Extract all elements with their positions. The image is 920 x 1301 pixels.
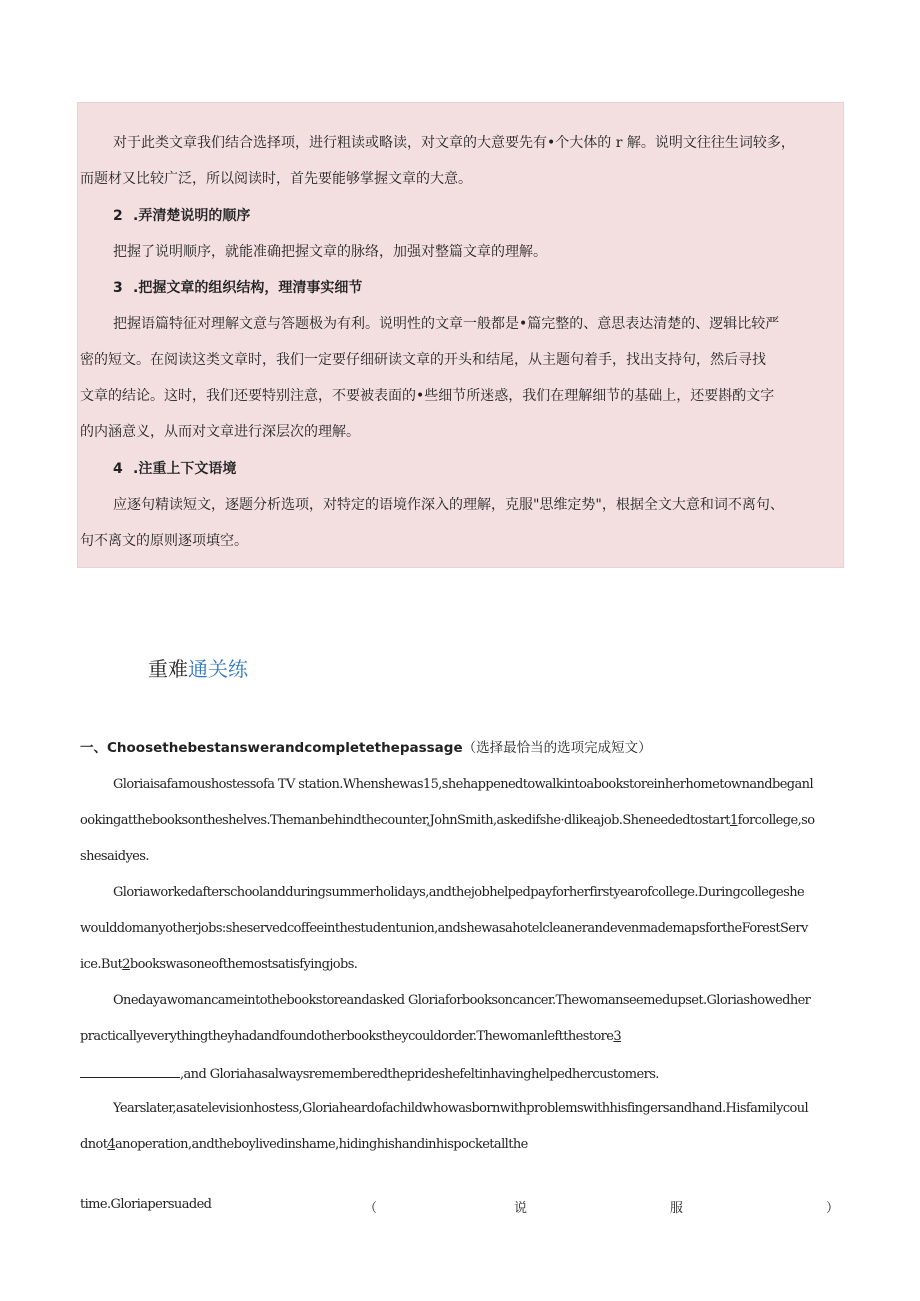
- passage-text: ookingatthebooksontheshelves.Themanbehindthecounter,JohnSmith,askedifshe·dlikeajob.Sheneededtostart: [80, 813, 730, 828]
- passage-text: bookswasoneofthemostsatisfyingjobs.: [129, 957, 358, 972]
- passage-line-3: shesaidyes.: [80, 849, 149, 864]
- tips-p1-line2: 而题材又比较广泛，所以阅读时，首先要能够掌握文章的大意。: [80, 171, 472, 187]
- tips-p3-line4: 的内涵意义，从而对文章进行深层次的理解。: [80, 424, 360, 440]
- tips-heading-3: [113, 277, 362, 297]
- question-label: 一、Choosethebestanswerandcompletethepassage: [80, 740, 463, 756]
- open-paren: （: [364, 1201, 378, 1216]
- passage-text: anoperation,andtheboylivedinshame,hidinghishandinhispocketallthe: [115, 1137, 528, 1152]
- passage-line-9: [80, 1065, 659, 1082]
- tips-heading-4: [113, 458, 236, 478]
- passage-text: time.Gloriapersuaded: [80, 1197, 212, 1212]
- passage-line-6: [80, 957, 357, 972]
- answer-blank: [80, 1065, 180, 1078]
- tips-p4-line1: 应逐句精读短文，逐题分析选项，对特定的语境作深入的理解，克服"思维定势"，根据全文大意和词不离句、: [113, 497, 784, 513]
- heading-number: 3: [113, 280, 123, 296]
- heading-text: .弄清楚说明的顺序: [133, 208, 251, 224]
- passage-line-10: Yearslater,asatelevisionhostess,Gloriaheardofachildwhowasbornwithproblemswithhisfingersandhand.Hisfamilycoul: [113, 1101, 809, 1116]
- passage-text: forcollege,so: [737, 813, 815, 828]
- heading-number: 2: [113, 208, 123, 224]
- hint-char-2: 服: [670, 1201, 684, 1216]
- passage-line-1: Gloriaisafamoushostessofa TV station.Whenshewas15,shehappenedtowalkintoabookstoreinherhometownandbeganl: [113, 777, 814, 792]
- tips-p3-line1: 把握语篇特征对理解文意与答题极为有利。说明性的文章一般都是•篇完整的、意思表达清楚的、逻辑比较严: [113, 316, 780, 332]
- question-label-cn: （选择最恰当的选项完成短文）: [462, 740, 652, 756]
- blank-number-4: 4: [107, 1137, 116, 1152]
- section-title-dark: 重难: [148, 657, 188, 681]
- passage-text: practicallyeverythingtheyhadandfoundotherbookstheycouldorder.Thewomanleftthestore: [80, 1029, 614, 1044]
- tips-heading-2: [113, 205, 250, 225]
- tips-p2-line1: 把握了说明顺序，就能准确把握文章的脉络，加强对整篇文章的理解。: [113, 244, 547, 260]
- passage-text: ,and Gloriahasalwaysrememberedtheprideshefeltinhavinghelpedhercustomers.: [180, 1067, 659, 1082]
- passage-line-11: [80, 1137, 528, 1152]
- section-title: [148, 653, 248, 682]
- tips-p3-line2: 密的短文。在阅读这类文章时，我们一定要仔细研读文章的开头和结尾，从主题句着手，找出支持句，然后寻找: [80, 352, 766, 368]
- tips-p1-line1: 对于此类文章我们结合选择项，进行粗读或略读，对文章的大意要先有•个大体的 r 解。说明文往往生词较多，: [113, 135, 795, 151]
- heading-text: .把握文章的组织结构，理清事实细节: [133, 280, 363, 296]
- question-heading: [80, 736, 652, 756]
- tips-p3-line3: 文章的结论。这时，我们还要特别注意，不要被表面的•些细节所迷惑，我们在理解细节的基础上，还要斟酌文字: [80, 388, 775, 404]
- passage-line-7: Onedayawomancameintothebookstoreandasked Gloriaforbooksoncancer.Thewomanseemedupset.Gloriashowedher: [113, 993, 811, 1008]
- tips-p4-line2: 句不离文的原则逐项填空。: [80, 533, 248, 549]
- passage-text: ice.But: [80, 957, 123, 972]
- blank-number-3: 3: [613, 1029, 622, 1044]
- section-title-blue: 通关练: [188, 657, 248, 681]
- heading-number: 4: [113, 461, 123, 477]
- blank-number-1: 1: [729, 813, 738, 828]
- passage-line-4: Gloriaworkedafterschoolandduringsummerholidays,andthejobhelpedpayforherfirstyearofcollege.Duringcollegeshe: [113, 885, 805, 900]
- passage-text: dnot: [80, 1137, 108, 1152]
- passage-line-8: [80, 1029, 621, 1044]
- hint-char-1: 说: [514, 1201, 528, 1216]
- passage-line-5: woulddomanyotherjobs:sheservedcoffeeinthestudentunion,andshewasahotelcleanerandevenmademapsfortheForestServ: [80, 921, 808, 936]
- blank-number-2: 2: [122, 957, 130, 972]
- passage-line-2: [80, 813, 814, 828]
- heading-text: .注重上下文语境: [133, 461, 237, 477]
- close-paren: ）: [826, 1201, 840, 1216]
